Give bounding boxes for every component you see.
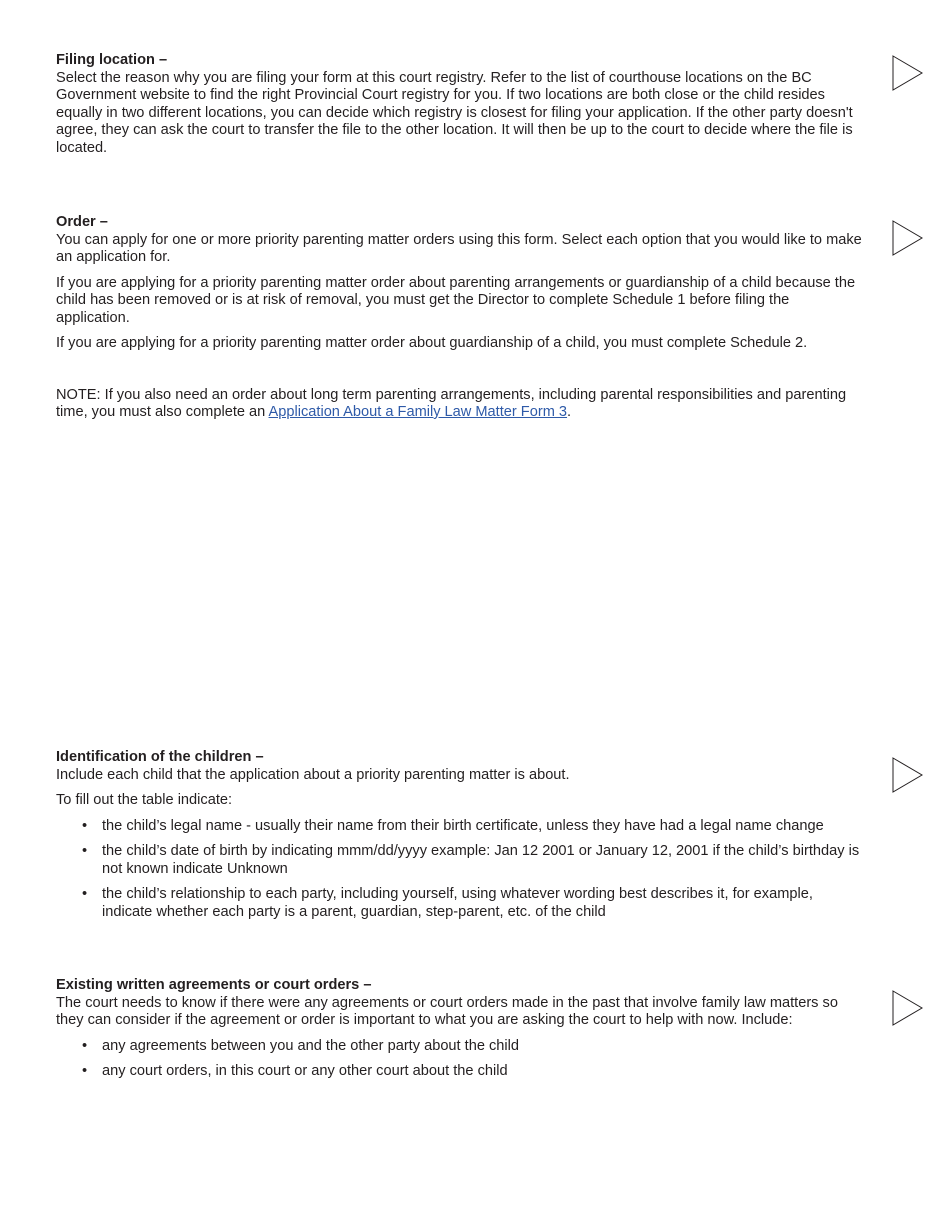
- expand-arrow-icon[interactable]: [892, 990, 924, 1026]
- list-item-text: the child’s relationship to each party, including yourself, using whatever wording best describes it, for example, indicate whether each party is a parent, guardian, step-parent, etc. of the child: [102, 886, 813, 920]
- children-heading: Identification of the children –: [56, 749, 264, 765]
- expand-arrow-icon[interactable]: [892, 757, 924, 793]
- list-item-text: the child’s legal name - usually their name from their birth certificate, unless they have had a legal name change: [102, 817, 824, 834]
- agreements-bullet-list: [56, 1038, 864, 1081]
- order-note-end: .: [567, 404, 572, 420]
- agreements-section: [56, 977, 864, 1089]
- list-item: [56, 886, 864, 921]
- bullet-icon: •: [82, 843, 88, 859]
- order-text-1: You can apply for one or more priority parenting matter orders using this form. Select each option that you would like to make an application for.: [56, 231, 862, 265]
- order-heading: Order –: [56, 214, 108, 230]
- agreements-text: The court needs to know if there were any agreements or court orders made in the past that involve family law matters so they can consider if the agreement or order is important to what you are asking the court to help with now. Include:: [56, 994, 838, 1028]
- filing-location-text: Select the reason why you are filing your form at this court registry. Refer to the list of courthouse locations on the BC Government website to find the right Provincial Court registry for you. If two locations are both close or the child resides equally in two different locations, you can decide which registry is closest for filing your application. If the other party doesn't agree, they can ask the court to transfer the file to the other location. It will then be up to the court to decide where the file is located.: [56, 69, 853, 156]
- expand-arrow-icon[interactable]: [892, 220, 924, 256]
- list-item: [56, 843, 864, 878]
- children-section: [56, 749, 864, 929]
- list-item: [56, 1063, 864, 1081]
- form-3-link[interactable]: Application About a Family Law Matter Form 3: [268, 404, 568, 420]
- list-item: [56, 818, 864, 836]
- list-item-text: any court orders, in this court or any other court about the child: [102, 1063, 508, 1079]
- agreements-heading: Existing written agreements or court orders –: [56, 977, 372, 993]
- children-bullet-list: [56, 818, 864, 922]
- order-note-text: NOTE: If you also need an order about long term parenting arrangements, including parental responsibilities and parenting time, you must also complete an: [56, 386, 847, 420]
- children-text-2: To fill out the table indicate:: [56, 792, 233, 808]
- filing-location-heading: Filing location –: [56, 52, 168, 68]
- order-text-2: If you are applying for a priority parenting matter order about parenting arrangements or guardianship of a child because the child has been removed or is at risk of removal, you must get the Director to complete Schedule 1 before filing the application.: [56, 274, 856, 326]
- list-item-text: any agreements between you and the other party about the child: [102, 1037, 520, 1054]
- expand-arrow-icon[interactable]: [892, 55, 924, 91]
- bullet-icon: •: [82, 1037, 88, 1054]
- list-item: [56, 1038, 864, 1056]
- filing-location-section: [56, 52, 864, 157]
- bullet-icon: •: [82, 886, 88, 902]
- bullet-icon: •: [82, 817, 88, 834]
- order-note: [56, 387, 864, 422]
- order-section: [56, 214, 864, 422]
- list-item-text: the child’s date of birth by indicating mmm/dd/yyyy example: Jan 12 2001 or January 12, 2001 if the child’s birthday is not known indicate Unknown: [102, 843, 860, 877]
- order-text-3: If you are applying for a priority parenting matter order about guardianship of a child, you must complete Schedule 2.: [56, 335, 808, 351]
- bullet-icon: •: [82, 1063, 88, 1079]
- children-text-1: Include each child that the application about a priority parenting matter is about.: [56, 766, 570, 783]
